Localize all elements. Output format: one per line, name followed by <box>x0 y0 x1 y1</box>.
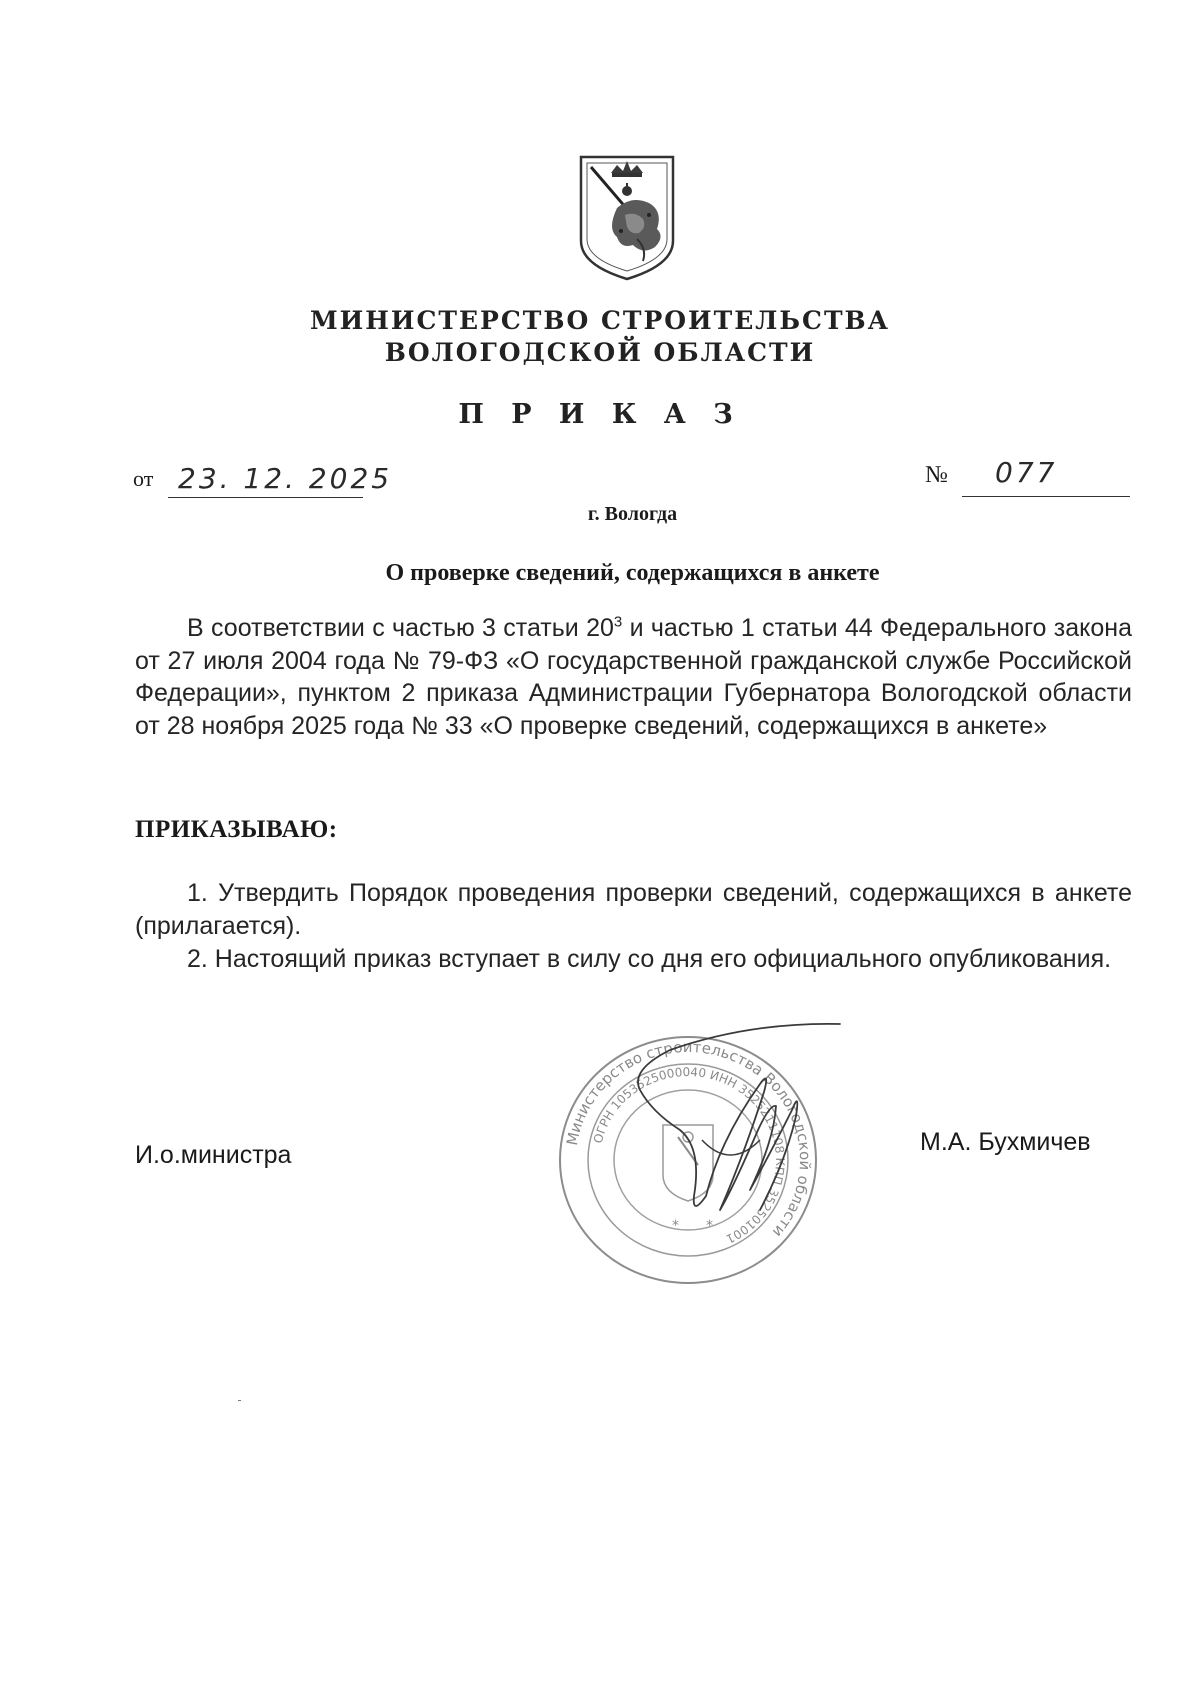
preamble-paragraph <box>135 612 1132 742</box>
handwritten-signature <box>610 1020 850 1230</box>
document-type: П Р И К А З <box>458 399 742 430</box>
preamble-text-1: В соответствии с частью 3 статьи 20 <box>187 614 614 642</box>
scan-speck <box>238 1400 241 1401</box>
stamp-inner-text: ОГРН 1053525000040 ИНН 3525211108 КПП 352501001 <box>590 1064 788 1247</box>
order-item-1: 1. Утвердить Порядок проведения проверки сведений, содержащихся в анкете (прилагается). <box>135 879 1132 940</box>
coat-of-arms-emblem <box>577 153 677 283</box>
preamble-superscript: 3 <box>613 613 623 631</box>
signer-name: М.А. Бухмичев <box>920 1128 1091 1156</box>
date-handwritten: 23. 12. 2025 <box>178 462 393 495</box>
number-handwritten: 077 <box>995 456 1058 489</box>
svg-text:*: * <box>706 1218 713 1234</box>
order-item-2: 2. Настоящий приказ вступает в силу со дня его официального опубликования. <box>187 945 1112 973</box>
document-title: О проверке сведений, содержащихся в анкете <box>385 560 880 586</box>
date-prefix: от <box>133 466 154 491</box>
preamble-text-2: и частью 1 статьи 44 Федерального закона от 27 июля 2004 года № 79-ФЗ «О государственной гражданской службе Российской Федерации», пунктом 2 приказа Администрации Губернатора Вологодской области от 28 ноября 2025 года № 33 «О проверке сведений, содержащихся в анкете» <box>135 614 1132 740</box>
number-sign: № <box>925 462 948 488</box>
stamp-outer-text: Министерство строительства Вологодской области <box>562 1037 815 1241</box>
orders-heading: ПРИКАЗЫВАЮ: <box>135 816 338 843</box>
city-name: г. Вологда <box>587 503 678 525</box>
svg-text:*: * <box>672 1218 679 1234</box>
ministry-name-line1: МИНИСТЕРСТВО СТРОИТЕЛЬСТВА <box>309 306 891 335</box>
signer-position: И.о.министра <box>135 1141 292 1169</box>
ministry-name-line2: ВОЛОГОДСКОЙ ОБЛАСТИ <box>384 338 816 367</box>
